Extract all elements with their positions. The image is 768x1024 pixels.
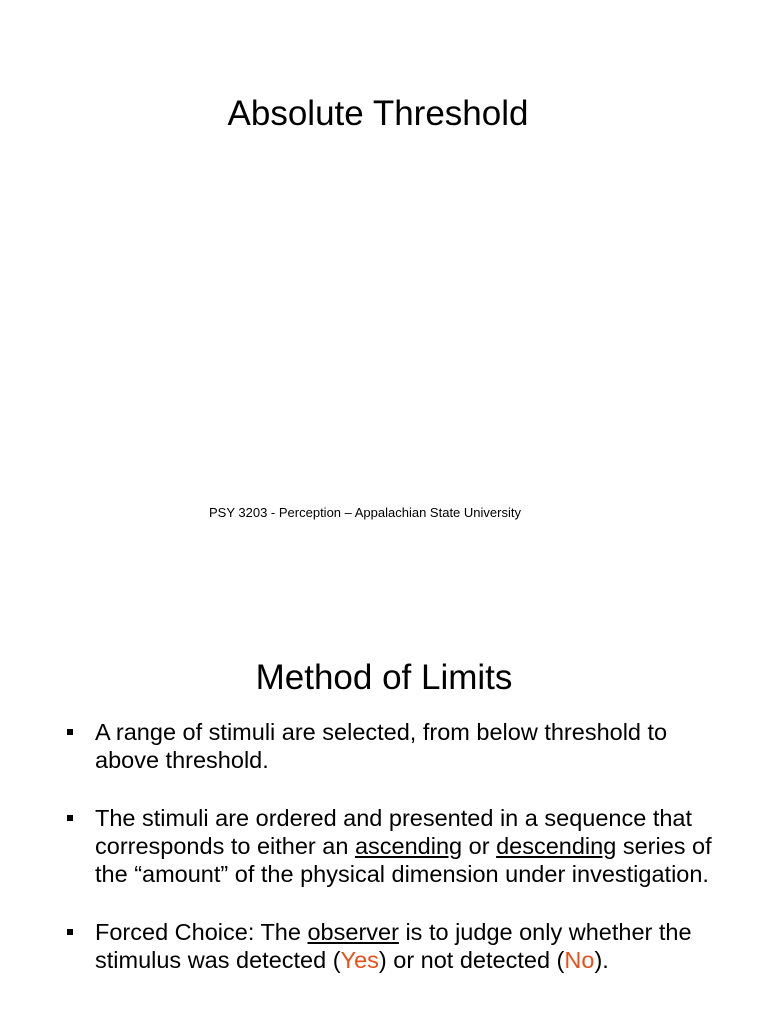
slide-title: Method of Limits [255,658,513,697]
square-bullet-icon [67,929,73,935]
highlight-no: No [564,947,595,973]
underlined-term-observer: observer [307,919,399,945]
bullet-item [66,804,726,888]
bullet-text: The stimuli are ordered and presented in a sequence that corresponds to either an [95,805,693,859]
highlight-yes: Yes [340,947,379,973]
bullet-list [66,718,726,1004]
bullet-item [66,718,726,774]
bullet-item [66,918,726,974]
bullet-text: Forced Choice: The [95,919,308,945]
square-bullet-icon [67,815,73,821]
slide-footer: PSY 3203 - Perception – Appalachian State University [209,505,521,520]
underlined-term-ascending: ascending [354,833,463,859]
bullet-text: or [462,833,497,859]
slide-title: Absolute Threshold [227,94,529,133]
bullet-text: is to judge only whether the stimulus was detected ( [95,919,692,973]
square-bullet-icon [67,729,73,735]
slide-method-of-limits [0,600,768,1024]
underlined-term-descending: descending [496,833,617,859]
bullet-text: ). [594,947,609,973]
bullet-text: ) or not detected ( [378,947,565,973]
bullet-text: A range of stimuli are selected, from below threshold to above threshold. [95,719,668,773]
bullet-text: series of the “amount” of the physical dimension under investigation. [95,833,712,887]
